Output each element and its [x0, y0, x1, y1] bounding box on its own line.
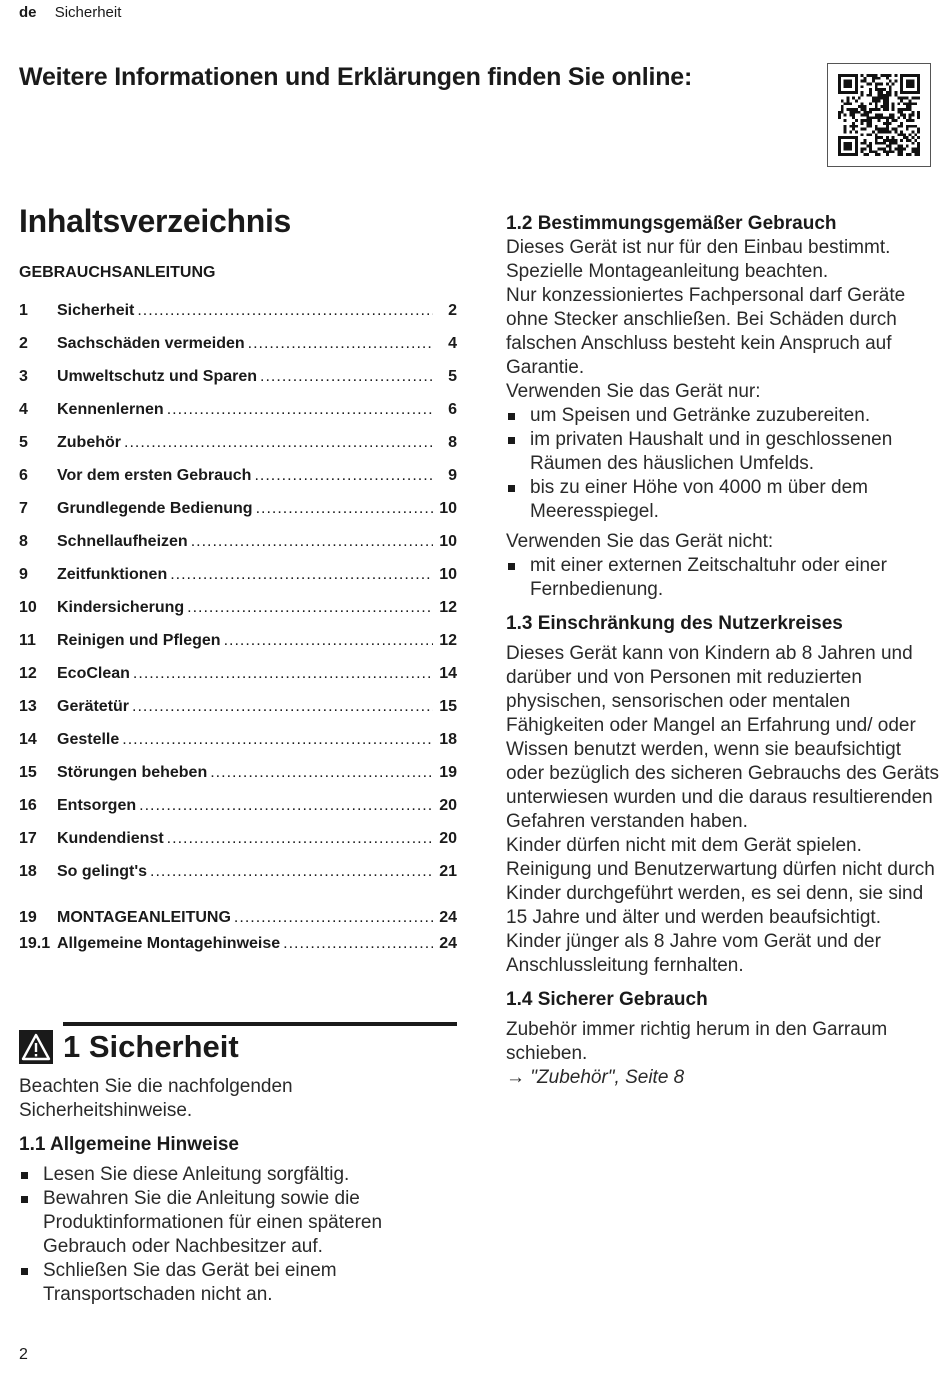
- toc-entry[interactable]: [19, 698, 457, 718]
- toc-leader-dots: [224, 632, 433, 650]
- toc-leader-dots: [150, 863, 433, 881]
- toc-leader-dots: [254, 467, 433, 485]
- toc-entry[interactable]: [19, 599, 457, 619]
- toc-entry-number: 15: [19, 764, 37, 781]
- toc-entry-label: Gestelle: [57, 731, 120, 748]
- toc-entry[interactable]: [19, 935, 457, 955]
- toc-entry[interactable]: [19, 830, 457, 850]
- online-info-title: Weitere Informationen und Erklärungen finden Sie online:: [19, 63, 693, 91]
- toc-entry[interactable]: [19, 909, 457, 929]
- toc-entry-label: Entsorgen: [57, 797, 137, 814]
- toc-entry-label: Kundendienst: [57, 830, 164, 847]
- toc-entry-number: 3: [19, 368, 28, 385]
- toc-entry-label: Grundlegende Bedienung: [57, 500, 253, 517]
- paragraph: Dieses Gerät kann von Kindern ab 8 Jahren und darüber und von Personen mit reduzierten physischen, sensorischen oder mentalen Fähigkeiten oder Mangel an Erfahrung und/ oder Wissen benutzt werden, wenn sie beaufsichtigt oder bezüglich des sicheren Gebrauchs des Geräts unterwiesen wurden und die daraus resultierenden Gefahren verstanden haben.: [506, 643, 940, 832]
- toc-entry-page: 12: [439, 632, 457, 649]
- section-1-1-title: 1.1 Allgemeine Hinweise: [19, 1134, 239, 1155]
- toc-entry-page: 24: [439, 935, 457, 952]
- toc-entry-number: 19: [19, 909, 37, 926]
- toc-leader-dots: [260, 368, 433, 386]
- toc-title: Inhaltsverzeichnis: [19, 203, 292, 239]
- paragraph: Nur konzessioniertes Fachpersonal darf Geräte ohne Stecker anschließen. Bei Schäden durch falschen Anschluss besteht kein Anspruch auf Garantie.: [506, 285, 906, 378]
- toc-entry[interactable]: [19, 863, 457, 883]
- toc-leader-dots: [124, 434, 433, 452]
- toc-entry-page: 19: [439, 764, 457, 781]
- section-rule: [63, 1022, 457, 1026]
- toc-entry[interactable]: [19, 368, 457, 388]
- toc-leader-dots: [248, 335, 433, 353]
- warning-triangle-icon: [19, 1030, 53, 1064]
- toc-entry-label: Vor dem ersten Gebrauch: [57, 467, 252, 484]
- toc-entry-page: 15: [439, 698, 457, 715]
- toc-entry-number: 16: [19, 797, 37, 814]
- toc-entry-page: 8: [448, 434, 457, 451]
- toc-entry-label: MONTAGEANLEITUNG: [57, 909, 231, 926]
- toc-entry-label: Schnellaufheizen: [57, 533, 188, 550]
- toc-entry-page: 10: [439, 533, 457, 550]
- toc-entry-page: 2: [448, 302, 457, 319]
- list-item: Bewahren Sie die Anleitung sowie die Produktinformationen für einen späteren Gebrauch oder Nachbesitzer auf.: [19, 1187, 449, 1259]
- toc-leader-dots: [210, 764, 433, 782]
- toc-entry-label: Sachschäden vermeiden: [57, 335, 245, 352]
- toc-leader-dots: [187, 599, 433, 617]
- toc-entry-page: 18: [439, 731, 457, 748]
- toc-entry-number: 18: [19, 863, 37, 880]
- intended-use-list: [506, 404, 942, 524]
- toc-entry-number: 8: [19, 533, 28, 550]
- toc-entry-label: Kennenlernen: [57, 401, 164, 418]
- toc-entry[interactable]: [19, 533, 457, 553]
- toc-entry[interactable]: [19, 335, 457, 355]
- list-item: im privaten Haushalt und in geschlossenen Räumen des häuslichen Umfelds.: [506, 428, 942, 476]
- toc-entry[interactable]: [19, 434, 457, 454]
- general-notes-list: [19, 1163, 449, 1307]
- toc-leader-dots: [283, 935, 433, 953]
- toc-entry[interactable]: [19, 797, 457, 817]
- toc-entry-page: 14: [439, 665, 457, 682]
- toc-entry-label: Störungen beheben: [57, 764, 208, 781]
- toc-leader-dots: [256, 500, 433, 518]
- toc-entry-label: Reinigen und Pflegen: [57, 632, 221, 649]
- paragraph: Kinder jünger als 8 Jahre vom Gerät und der Anschlussleitung fernhalten.: [506, 931, 881, 976]
- toc-entry-label: Zubehör: [57, 434, 121, 451]
- section-1-3-title: 1.3 Einschränkung des Nutzerkreises: [506, 613, 843, 634]
- toc-entry-label: Zeitfunktionen: [57, 566, 168, 583]
- toc-entry-label: EcoClean: [57, 665, 130, 682]
- toc-entry-page: 20: [439, 830, 457, 847]
- not-intended-use-list: [506, 554, 942, 602]
- toc-entry[interactable]: [19, 665, 457, 685]
- section-1-intro: Beachten Sie die nachfolgenden Sicherheitshinweise.: [19, 1076, 293, 1121]
- toc-entry-number: 9: [19, 566, 28, 583]
- paragraph: Kinder dürfen nicht mit dem Gerät spielen.: [506, 835, 862, 856]
- toc-entry-label: Sicherheit: [57, 302, 135, 319]
- toc-entry-label: Umweltschutz und Sparen: [57, 368, 258, 385]
- paragraph: Verwenden Sie das Gerät nicht:: [506, 531, 774, 552]
- toc-entry-label: Allgemeine Montagehinweise: [57, 935, 281, 952]
- toc-leader-dots: [234, 909, 433, 927]
- toc-entry[interactable]: [19, 566, 457, 586]
- right-column: [506, 212, 942, 1090]
- toc-entry-label: Gerätetür: [57, 698, 130, 715]
- page-number: 2: [19, 1346, 28, 1363]
- toc-leader-dots: [170, 566, 433, 584]
- toc-entry[interactable]: [19, 764, 457, 784]
- toc-entry[interactable]: [19, 302, 457, 322]
- toc-entry-number: 17: [19, 830, 37, 847]
- toc-leader-dots: [191, 533, 433, 551]
- toc-entry[interactable]: [19, 401, 457, 421]
- paragraph: Reinigung und Benutzerwartung dürfen nicht durch Kinder durchgeführt werden, es sei denn, sie sind 15 Jahre und älter und werden beaufsichtigt.: [506, 859, 935, 928]
- toc-entry-number: 2: [19, 335, 28, 352]
- qr-code-icon[interactable]: [827, 63, 931, 167]
- toc-entry-number: 13: [19, 698, 37, 715]
- toc-entry-page: 10: [439, 500, 457, 517]
- toc-entry-number: 12: [19, 665, 37, 682]
- toc-entry-label: Kindersicherung: [57, 599, 185, 616]
- left-body: [19, 1075, 449, 1307]
- toc-leader-dots: [167, 401, 433, 419]
- toc-entry-number: 19.1: [19, 935, 51, 952]
- toc-entry-number: 4: [19, 401, 28, 418]
- toc-entry-number: 5: [19, 434, 28, 451]
- toc-entry-page: 5: [448, 368, 457, 385]
- toc-entry[interactable]: [19, 731, 457, 751]
- toc-leader-dots: [122, 731, 433, 749]
- toc-entry-page: 9: [448, 467, 457, 484]
- toc-entry-number: 7: [19, 500, 28, 517]
- toc-entry-page: 10: [439, 566, 457, 583]
- paragraph: Dieses Gerät ist nur für den Einbau bestimmt. Spezielle Montageanleitung beachten.: [506, 237, 891, 282]
- toc-entry-number: 6: [19, 467, 28, 484]
- toc-entry-page: 21: [439, 863, 457, 880]
- toc-entry[interactable]: [19, 467, 457, 487]
- toc-leader-dots: [132, 698, 433, 716]
- list-item: bis zu einer Höhe von 4000 m über dem Meeresspiegel.: [506, 476, 942, 524]
- section-1-4-title: 1.4 Sicherer Gebrauch: [506, 989, 708, 1010]
- toc-entry-page: 4: [448, 335, 457, 352]
- cross-reference-link[interactable]: → "Zubehör", Seite 8: [506, 1067, 685, 1088]
- toc-entry-page: 6: [448, 401, 457, 418]
- page-header: [19, 4, 121, 21]
- paragraph: Verwenden Sie das Gerät nur:: [506, 381, 761, 402]
- section-1-title: 1 Sicherheit: [63, 1029, 239, 1064]
- paragraph: Zubehör immer richtig herum in den Garraum schieben.: [506, 1019, 888, 1064]
- list-item: um Speisen und Getränke zuzubereiten.: [506, 404, 942, 428]
- toc-heading: GEBRAUCHSANLEITUNG: [19, 264, 216, 281]
- toc-entry-number: 10: [19, 599, 37, 616]
- list-item: mit einer externen Zeitschaltuhr oder einer Fernbedienung.: [506, 554, 942, 602]
- toc-entry-number: 14: [19, 731, 37, 748]
- language-code: de: [19, 4, 37, 21]
- section-1-2-title: 1.2 Bestimmungsgemäßer Gebrauch: [506, 213, 837, 234]
- header-section: Sicherheit: [54, 4, 122, 21]
- toc-entry-page: 20: [439, 797, 457, 814]
- list-item: Lesen Sie diese Anleitung sorgfältig.: [19, 1163, 449, 1187]
- toc-entry-number: 11: [19, 632, 36, 649]
- toc-entry-page: 24: [439, 909, 457, 926]
- toc-leader-dots: [139, 797, 433, 815]
- toc-entry[interactable]: [19, 632, 457, 652]
- toc-entry-number: 1: [19, 302, 28, 319]
- toc-leader-dots: [137, 302, 433, 320]
- toc-leader-dots: [133, 665, 433, 683]
- toc-leader-dots: [167, 830, 433, 848]
- list-item: Schließen Sie das Gerät bei einem Transportschaden nicht an.: [19, 1259, 449, 1307]
- toc-entry-page: 12: [439, 599, 457, 616]
- toc-entry-label: So gelingt's: [57, 863, 148, 880]
- toc-entry[interactable]: [19, 500, 457, 520]
